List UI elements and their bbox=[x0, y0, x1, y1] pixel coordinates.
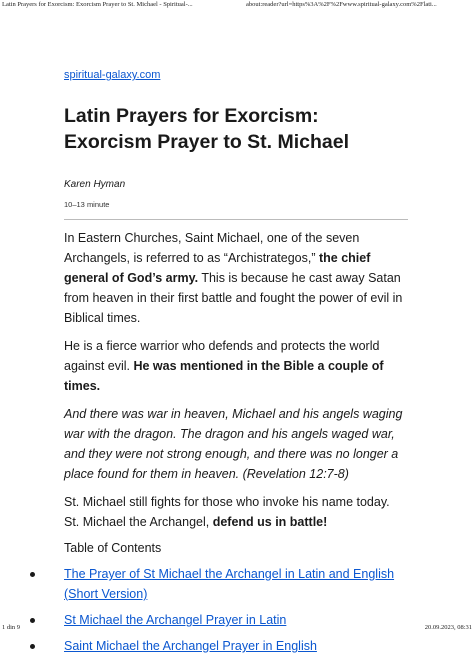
toc-title: Table of Contents bbox=[64, 541, 162, 555]
bible-quote: And there was war in heaven, Michael and his angels waging war with the dragon. The dragon and his angels waged war, and they were not strong enough, and there was no longer a place found for them in heaven. (Revelation 12:7-8) bbox=[64, 407, 403, 481]
toc-item bbox=[64, 636, 408, 656]
paragraph-text: He is a fierce warrior who defends and protects the world against evil. bbox=[64, 339, 380, 373]
paragraph-intro bbox=[64, 228, 408, 328]
print-header bbox=[0, 0, 474, 10]
article-title: Latin Prayers for Exorcism: Exorcism Prayer to St. Michael bbox=[64, 105, 350, 153]
print-footer bbox=[0, 622, 474, 632]
paragraph-text: In Eastern Churches, Saint Michael, one of the seven Archangels, is referred to as “Archistrategos,” bbox=[64, 231, 360, 265]
toc-link[interactable]: Saint Michael the Archangel Prayer in English bbox=[64, 639, 317, 653]
toc-item bbox=[64, 564, 408, 604]
paragraph-bold: He was mentioned in the Bible a couple of times. bbox=[64, 359, 384, 393]
bullet-icon bbox=[30, 644, 35, 649]
print-header-url: about:reader?url=https%3A%2F%2Fwww.spiritual-galaxy.com%2Flati... bbox=[246, 1, 437, 8]
toc-link[interactable]: The Prayer of St Michael the Archangel in Latin and English (Short Version) bbox=[64, 567, 395, 601]
reader-article bbox=[64, 66, 408, 662]
table-of-contents bbox=[64, 564, 408, 656]
bullet-icon bbox=[30, 572, 35, 577]
reading-time: 10–13 minute bbox=[64, 200, 110, 209]
divider bbox=[64, 219, 408, 220]
paragraph-bold: defend us in battle! bbox=[212, 515, 328, 529]
article-author: Karen Hyman bbox=[64, 179, 126, 190]
paragraph-invoke bbox=[64, 492, 408, 532]
toc-link[interactable]: St Michael the Archangel Prayer in Latin bbox=[64, 613, 287, 627]
paragraph-text: St. Michael still fights for those who invoke his name today. St. Michael the Archangel, bbox=[64, 495, 390, 529]
site-link[interactable]: spiritual-galaxy.com bbox=[64, 69, 161, 81]
page-number: 1 din 9 bbox=[2, 624, 21, 631]
paragraph-bold: the chief general of God’s army. bbox=[64, 251, 371, 285]
print-header-title: Latin Prayers for Exorcism: Exorcism Prayer to St. Michael - Spiritual-... bbox=[2, 1, 193, 8]
print-datetime: 20.09.2023, 08:31 bbox=[424, 624, 472, 631]
paragraph-text: This is because he cast away Satan from heaven in their first battle and fought the power of evil in Biblical times. bbox=[64, 271, 403, 325]
paragraph-warrior bbox=[64, 336, 408, 396]
